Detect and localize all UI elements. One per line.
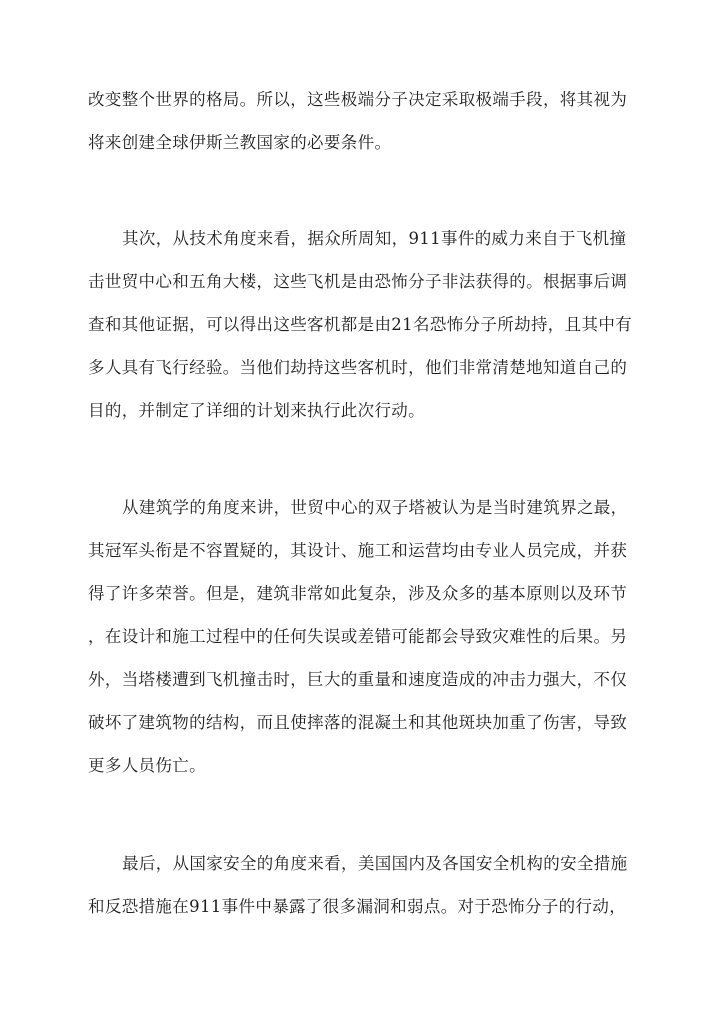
paragraph-3-line-6: 破坏了建筑物的结构，而且使摔落的混凝土和其他斑块加重了伤害，导致 <box>88 713 628 732</box>
paragraph-3-line-4: ，在设计和施工过程中的任何失误或差错可能都会导致灾难性的后果。另 <box>88 627 628 646</box>
paragraph-1-line-1: 改变整个世界的格局。所以，这些极端分子决定采取极端手段，将其视为 <box>88 90 628 109</box>
paragraph-2-line-2: 击世贸中心和五角大楼，这些飞机是由恐怖分子非法获得的。根据事后调 <box>88 272 628 291</box>
paragraph-2-line-3: 查和其他证据，可以得出这些客机都是由21名恐怖分子所劫持，且其中有 <box>88 315 633 334</box>
paragraph-3-line-1: 从建筑学的角度来讲，世贸中心的双子塔被认为是当时建筑界之最， <box>122 498 628 517</box>
paragraph-3-line-2: 其冠军头衔是不容置疑的，其设计、施工和运营均由专业人员完成，并获 <box>88 541 628 560</box>
paragraph-2-line-4: 多人具有飞行经验。当他们劫持这些客机时，他们非常清楚地知道自己的 <box>88 358 628 377</box>
paragraph-3-line-7: 更多人员伤亡。 <box>88 756 206 775</box>
paragraph-4-line-1: 最后，从国家安全的角度来看，美国国内及各国安全机构的安全措施 <box>122 854 628 873</box>
paragraph-3-line-3: 得了许多荣誉。但是，建筑非常如此复杂，涉及众多的基本原则以及环节 <box>88 584 628 603</box>
paragraph-2-line-5: 目的，并制定了详细的计划来执行此次行动。 <box>88 401 425 420</box>
paragraph-1-line-2: 将来创建全球伊斯兰教国家的必要条件。 <box>88 133 392 152</box>
paragraph-4-line-2: 和反恐措施在911事件中暴露了很多漏洞和弱点。对于恐怖分子的行动， <box>88 897 627 916</box>
paragraph-2-line-1: 其次，从技术角度来看，据众所周知，911事件的威力来自于飞机撞 <box>122 229 627 248</box>
paragraph-3-line-5: 外，当塔楼遭到飞机撞击时，巨大的重量和速度造成的冲击力强大，不仅 <box>88 670 628 689</box>
